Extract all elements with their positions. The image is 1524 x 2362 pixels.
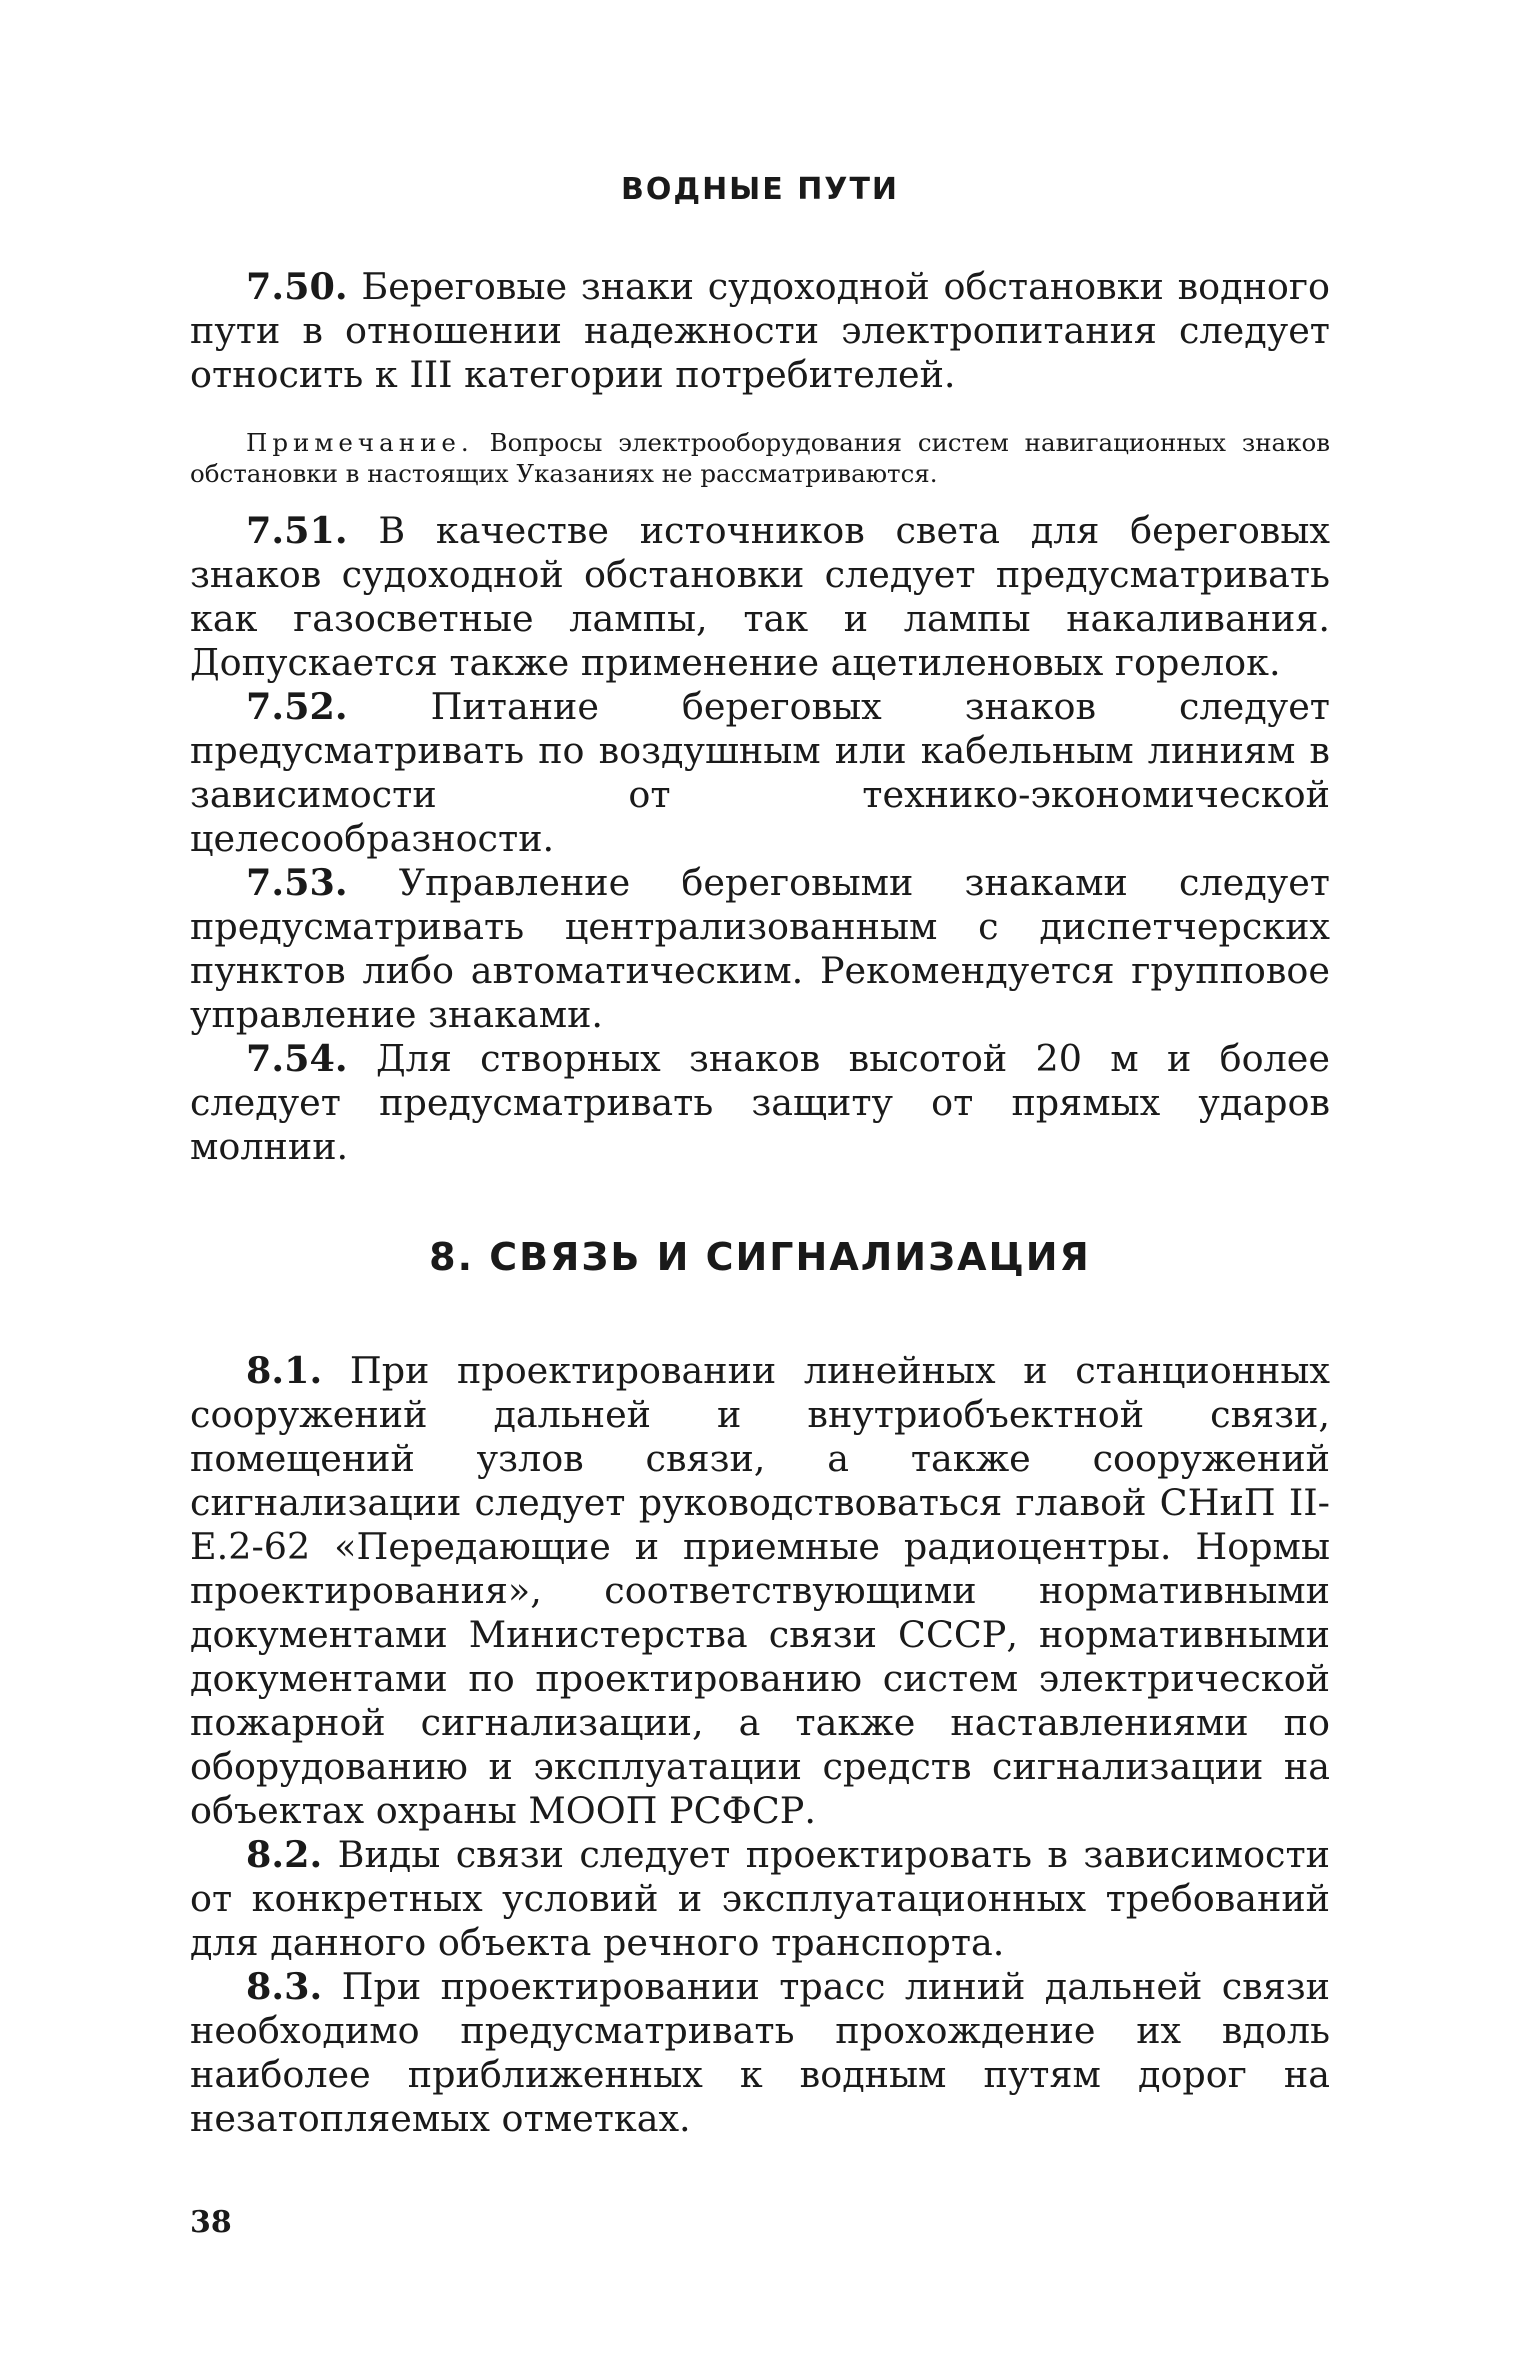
paragraph-text: При проектировании трасс линий дальней связи необходимо предусматривать прохождение их вдоль наиболее приближенных к водным путям дорог на незатопляемых отметках. [190,1965,1330,2140]
paragraph-text: Виды связи следует проектировать в зависимости от конкретных условий и эксплуатационных требований для данного объекта речного транспорта. [190,1833,1330,1964]
paragraph-8-3 [190,1965,1330,2141]
section-heading: ВОДНЫЕ ПУТИ [620,172,900,207]
paragraph-number: 8.2. [246,1833,323,1876]
note [190,427,1330,489]
paragraph-number: 7.52. [246,685,348,728]
paragraph-7-54 [190,1037,1330,1169]
paragraph-7-50 [190,265,1330,397]
paragraph-text: При проектировании линейных и станционных сооружений дальней и внутриобъектной связи, помещений узлов связи, а также сооружений сигнализации следует руководствоваться главой СНиП II-Е.2-62 «Передающие и приемные радиоцентры. Нормы проектирования», соответствующими нормативными документами Министерства связи СССР, нормативными документами по проектированию систем электрической пожарной сигнализации, а также наставлениями по оборудованию и эксплуатации средств сигнализации на объектах охраны МООП РСФСР. [190,1349,1330,1832]
note-text: Вопросы электрооборудования систем навигационных знаков обстановки в настоящих Указаниях не рассматриваются. [190,428,1330,488]
paragraph-text: Питание береговых знаков следует предусматривать по воздушным или кабельным линиям в зависимости от технико-экономической целесообразности. [190,685,1330,860]
paragraph-7-51 [190,509,1330,685]
paragraph-number: 7.50. [246,265,348,308]
chapter-title: 8. СВЯЗЬ И СИГНАЛИЗАЦИЯ [429,1235,1091,1279]
paragraph-text: Для створных знаков высотой 20 м и более следует предусматривать защиту от прямых ударов молнии. [190,1037,1330,1168]
note-label: Примечание. [246,428,474,457]
paragraph-7-52 [190,685,1330,861]
paragraph-number: 8.1. [246,1349,323,1392]
paragraph-number: 7.53. [246,861,348,904]
paragraph-8-1 [190,1349,1330,1833]
paragraph-text: Управление береговыми знаками следует предусматривать централизованным с диспетчерских пунктов либо автоматическим. Рекомендуется групповое управление знаками. [190,861,1330,1036]
paragraph-number: 7.54. [246,1037,348,1080]
paragraph-text: Береговые знаки судоходной обстановки водного пути в отношении надежности электропитания следует относить к III категории потребителей. [190,265,1330,396]
paragraph-7-53 [190,861,1330,1037]
page-number: 38 [190,2205,232,2240]
paragraph-8-2 [190,1833,1330,1965]
paragraph-number: 8.3. [246,1965,323,2008]
document-page [190,150,1330,2350]
paragraph-text: В качестве источников света для береговых знаков судоходной обстановки следует предусматривать как газосветные лампы, так и лампы накаливания. Допускается также применение ацетиленовых горелок. [190,509,1330,684]
paragraph-number: 7.51. [246,509,348,552]
